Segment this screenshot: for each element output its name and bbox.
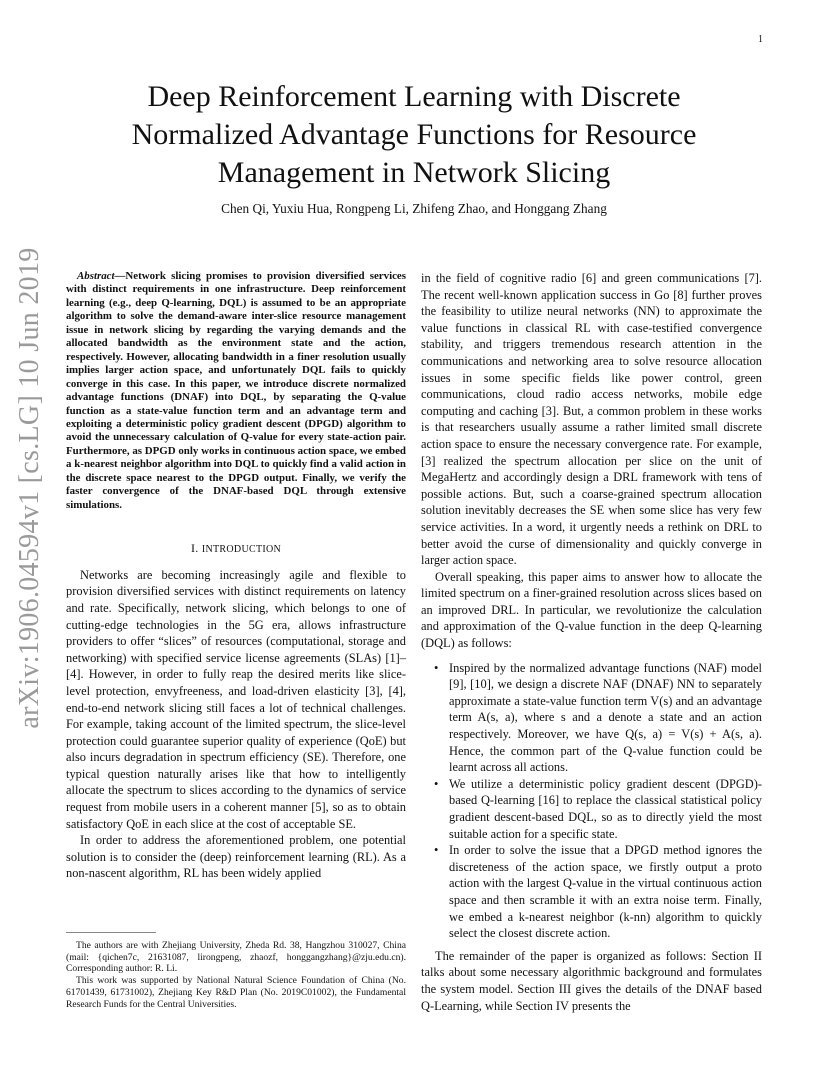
overview-paragraph: Overall speaking, this paper aims to answer how to allocate the limited spectrum on a finer-grained resolution across slices based on an improved DRL. In particular, we revolutionize the calculation and approximation of the Q-value function in the deep Q-learning (DQL) as follows: <box>421 569 762 651</box>
contribution-list <box>421 660 762 942</box>
abstract-label: Abstract <box>77 270 115 282</box>
footnote-funding: This work was supported by National Natural Science Foundation of China (No. 61701439, 61731002), Zhejiang Key R&D Plan (No. 2019C01002), the Fundamental Research Funds for the Central Universities. <box>66 975 406 1010</box>
arxiv-stamp <box>8 247 52 729</box>
footnotes <box>66 940 406 1010</box>
right-column <box>421 270 762 1014</box>
organization-paragraph: The remainder of the paper is organized as follows: Section II talks about some necessary algorithmic background and formulates the system model. Section III gives the details of the DNAF based Q-Learning, while Section IV presents the <box>421 948 762 1013</box>
page-number: 1 <box>758 34 763 45</box>
intro-paragraph-2: In order to address the aforementioned problem, one potential solution is to consider the (deep) reinforcement learning (RL). As a non-nascent algorithm, RL has been widely applied <box>66 833 406 881</box>
list-item: • Inspired by the normalized advantage functions (NAF) model [9], [10], we design a discrete NAF (DNAF) NN to separately approximate a state-value function term V(s) and an advantage term A(s, a), where s and a denote a state and an action respectively. Moreover, we have Q(s, a) = V(s) + A(s, a). Hence, the common part of the Q-value function could be learnt across all actions. <box>421 660 762 776</box>
intro-paragraph-continued: in the field of cognitive radio [6] and green communications [7]. The recent well-known application success in Go [8] further proves the feasibility to utilize neural networks (NN) to approximate the value functions in classical RL with case-testified convergence stability, and triggers tremendous research attention in the communications and networking area to solve resource allocation issues in some specific fields like power control, green communications, cloud radio access networks, mobile edge computing and caching [3]. But, a common problem in these works is that researchers usually assume a rather limited small discrete action space to ensure the necessary convergence rate. For example, [3] realized the spectrum allocation per slice on the unit of MegaHertz and accordingly design a DRL framework with tens of possible actions. But, such a coarse-grained spectrum allocation solution inevitably decreases the SE when some slice has very few service activities. In a word, it urgently needs a rethink on DRL to better avoid the curse of dimensionality and quickly converge in larger action space. <box>421 271 762 568</box>
list-item: • We utilize a deterministic policy gradient descent (DPGD)-based Q-learning [16] to replace the classical statistical policy gradient descent-based DQL, so as to directly yield the most suitable action for a specific state. <box>421 776 762 842</box>
left-column <box>66 270 406 882</box>
footnote-divider <box>66 932 156 933</box>
section-title: INTRODUCTION <box>201 544 282 556</box>
arxiv-stamp-text: arXiv:1906.04594v1 [cs.LG] 10 Jun 2019 <box>14 247 45 729</box>
abstract <box>66 270 406 512</box>
footnote-affiliation: The authors are with Zhejiang University, Zheda Rd. 38, Hangzhou 310027, China (mail: {qichen7c, 21631087, lirongpeng, zhaozf, honggangzhang}@zju.edu.cn). Corresponding author: R. Li. <box>66 940 406 975</box>
section-heading <box>66 540 406 559</box>
abstract-text: —Network slicing promises to provision diversified services with distinct requirements in one infrastructure. Deep reinforcement learning (e.g., deep Q-learning, DQL) is assumed to be an appropriate algorithm to solve the demand-aware inter-slice resource management issue in network slicing by regarding the varying demands and the allocated bandwidth as the environment state and the action, respectively. However, allocating bandwidth in a finer resolution usually implies larger action space, and unfortunately DQL fails to quickly converge in this case. In this paper, we introduce discrete normalized advantage functions (DNAF) into DQL, by separating the Q-value function as a state-value function term and an advantage term and exploiting a deterministic policy gradient descent (DPGD) algorithm to avoid the unnecessary calculation of Q-value for every state-action pair. Furthermore, as DPGD only works in continuous action space, we embed a k-nearest neighbor algorithm into DQL to quickly find a valid action in the discrete space nearest to the DPGD output. Finally, we verify the faster convergence of the DNAF-based DQL through extensive simulations. <box>66 270 406 511</box>
paper-title: Deep Reinforcement Learning with Discrete Normalized Advantage Functions for Resource Management in Network Slicing <box>131 80 697 189</box>
intro-paragraph-1: Networks are becoming increasingly agile and flexible to provision diversified services with distinct requirements on latency and rate. Specifically, network slicing, which belongs to one of cutting-edge technologies in the 5G era, allows infrastructure providers to offer “slices” of resources (computational, storage and networking) with specified service license agreements (SLAs) [1]–[4]. However, in order to fully reap the desired merits like slice-level protection, envyfreeness, and load-driven elasticity [3], [4], end-to-end network slicing still faces a lot of technical challenges. For example, taking account of the limited spectrum, the slice-level protection could guarantee superior quality of experience (QoE) but also incurs degradation in spectrum efficiency (SE). Therefore, one typical question naturally arises like that how to intelligently allocate the spectrum to slices according to the dynamics of service request from mobile users in a coherent manner [5], so as to obtain satisfactory QoE in each slice at the cost of acceptable SE. <box>66 567 406 831</box>
author-list: Chen Qi, Yuxiu Hua, Rongpeng Li, Zhifeng Zhao, and Honggang Zhang <box>221 201 607 216</box>
section-number: I. <box>190 541 199 556</box>
list-item: • In order to solve the issue that a DPGD method ignores the discreteness of the action space, we firstly output a proto action with the largest Q-value in the virtual continuous action space and then scramble it with an extra noise term. Finally, we embed a k-nearest neighbor (k-nn) algorithm to quickly select the closest discrete action. <box>421 842 762 942</box>
